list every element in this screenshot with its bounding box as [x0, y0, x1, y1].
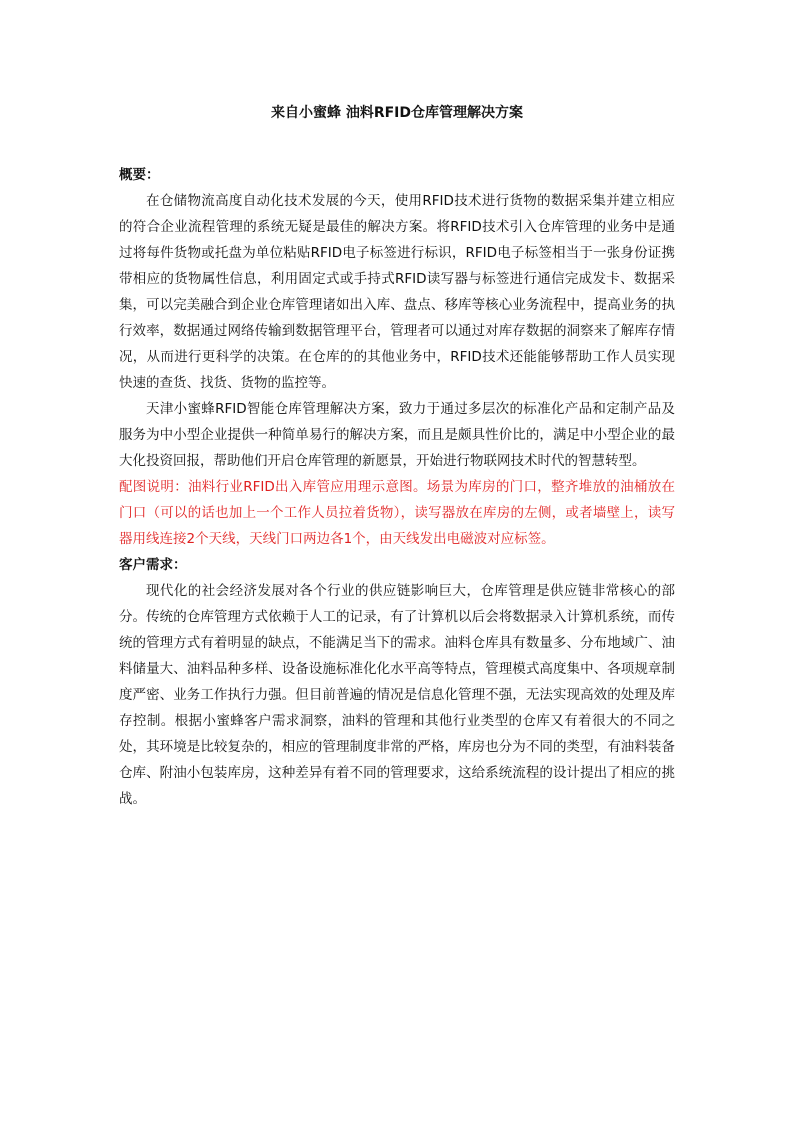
summary-heading: 概要：	[119, 167, 160, 183]
needs-paragraph-1: 现代化的社会经济发展对各个行业的供应链影响巨大，仓库管理是供应链非常核心的部分。传统的仓库管理方式依赖于人工的记录，有了计算机以后会将数据录入计算机系统，而传统的管理方式有着明显的缺点，不能满足当下的需求。油料仓库具有数量多、分布地域广、油料储量大、油料品种多样、设备设施标准化化水平高等特点，管理模式高度集中、各项规章制度严密、业务工作执行力强。但目前普遍的情况是信息化管理不强，无法实现高效的处理及库存控制。根据小蜜蜂客户需求洞察，油料的管理和其他行业类型的仓库又有着很大的不同之处，其环境是比较复杂的，相应的管理制度非常的严格，库房也分为不同的类型，有油料装备仓库、附油小包装库房，这种差异有着不同的管理要求，这给系统流程的设计提出了相应的挑战。	[119, 583, 675, 807]
needs-heading: 客户需求：	[119, 557, 187, 573]
summary-paragraph-2: 天津小蜜蜂RFID智能仓库管理解决方案，致力于通过多层次的标准化产品和定制产品及服务为中小型企业提供一种简单易行的解决方案，而且是颇具性价比的，满足中小型企业的最大化投资回报，帮助他们开启仓库管理的新愿景，开始进行物联网技术时代的智慧转型。	[119, 401, 675, 469]
figure-note: 配图说明：油料行业RFID出入库管应用理示意图。场景为库房的门口，整齐堆放的油桶放在门口（可以的话也加上一个工作人员拉着货物），读写器放在库房的左侧，或者墙壁上，读写器用线连接2个天线，天线门口两边各1个，由天线发出电磁波对应标签。	[119, 479, 675, 547]
document-body	[119, 162, 675, 812]
document-title: 来自小蜜蜂 油料RFID仓库管理解决方案	[270, 105, 524, 121]
summary-paragraph-1: 在仓储物流高度自动化技术发展的今天，使用RFID技术进行货物的数据采集并建立相应的符合企业流程管理的系统无疑是最佳的解决方案。将RFID技术引入仓库管理的业务中是通过将每件货物或托盘为单位粘贴RFID电子标签进行标识，RFID电子标签相当于一张身份证携带相应的货物属性信息，利用固定式或手持式RFID读写器与标签进行通信完成发卡、数据采集，可以完美融合到企业仓库管理诸如出入库、盘点、移库等核心业务流程中，提高业务的执行效率，数据通过网络传输到数据管理平台，管理者可以通过对库存数据的洞察来了解库存情况，从而进行更科学的决策。在仓库的的其他业务中，RFID技术还能能够帮助工作人员实现快速的查货、找货、货物的监控等。	[119, 193, 675, 391]
